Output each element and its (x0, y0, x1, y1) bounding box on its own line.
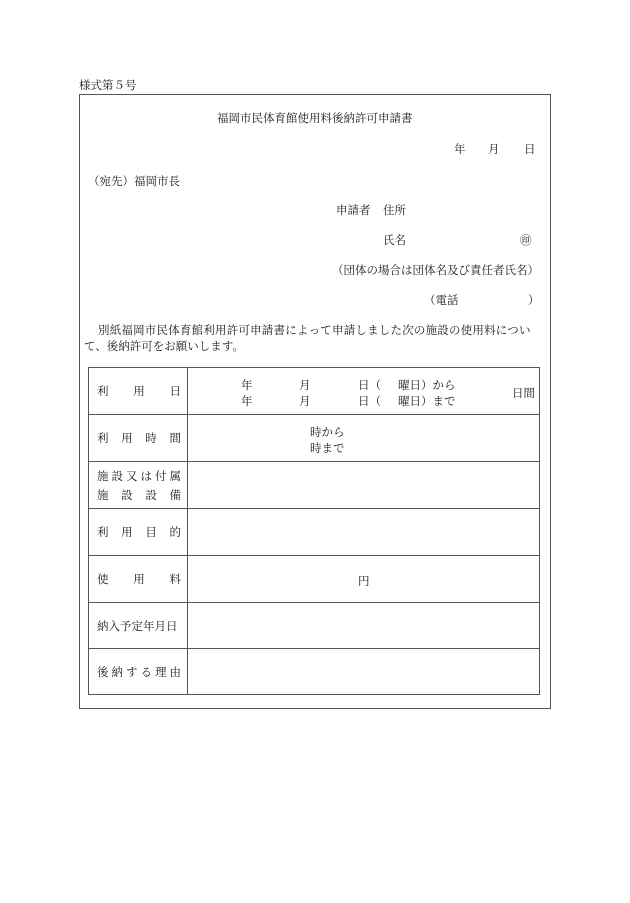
date-month: 月 (488, 142, 500, 156)
label-char: 用 (133, 572, 145, 586)
phone-close: ） (528, 293, 540, 307)
label-char: 用 (133, 384, 145, 398)
body-text-line2: て、後納許可をお願いします。 (84, 339, 244, 353)
days-count: 日間 (512, 386, 535, 400)
body-text-line1: 別紙福岡市民体育館利用許可申請書によって申請しました次の施設の使用料につい (98, 323, 531, 337)
label-char: 間 (169, 431, 181, 445)
value-facility[interactable] (188, 462, 540, 509)
application-table (88, 367, 540, 695)
from-year: 年 (241, 378, 253, 392)
row-usage-time (89, 415, 540, 462)
row-usage-date (89, 368, 540, 415)
phone-open: （電話 (424, 293, 459, 307)
label-char: 施 (97, 468, 109, 483)
value-usage-date[interactable] (188, 368, 540, 415)
fee-unit: 円 (358, 574, 370, 588)
value-reason[interactable] (188, 649, 540, 695)
from-day: 日（ (358, 378, 381, 392)
value-purpose[interactable] (188, 509, 540, 556)
seal-mark: ㊞ (520, 233, 532, 247)
value-payment-date[interactable] (188, 603, 540, 649)
label-char: 的 (169, 525, 181, 539)
date-year: 年 (454, 142, 466, 156)
label-char: 日 (169, 384, 181, 398)
label-purpose (89, 509, 188, 556)
row-fee (89, 556, 540, 603)
to-year: 年 (241, 394, 253, 408)
label-char: は (140, 468, 152, 483)
label-char: 施 (97, 487, 109, 502)
label-text: 納入予定年月日 (97, 618, 178, 633)
address-label: 住所 (383, 203, 406, 217)
label-char: 由 (169, 664, 181, 679)
label-char: 利 (97, 384, 109, 398)
label-usage-date (89, 368, 188, 415)
label-char: 用 (121, 525, 133, 539)
label-char: 備 (169, 487, 181, 502)
label-fee (89, 556, 188, 603)
value-usage-time[interactable] (188, 415, 540, 462)
label-char: 又 (126, 468, 138, 483)
label-char: 後 (97, 664, 109, 679)
to-day: 日（ (358, 394, 381, 408)
label-char: る (140, 664, 152, 679)
row-facility (89, 462, 540, 509)
time-to: 時まで (310, 441, 345, 455)
time-from: 時から (310, 425, 345, 439)
label-payment-date (89, 603, 188, 649)
label-char: 利 (97, 431, 109, 445)
from-weekday: 曜日）から (398, 378, 456, 392)
row-reason (89, 649, 540, 695)
form-number: 様式第５号 (79, 78, 137, 92)
document-title: 福岡市民体育館使用料後納許可申請書 (217, 111, 413, 125)
label-char: 属 (169, 468, 181, 483)
row-payment-date (89, 603, 540, 649)
label-usage-time (89, 415, 188, 462)
to-weekday: 曜日）まで (398, 394, 456, 408)
from-month: 月 (299, 378, 311, 392)
name-label: 氏名 (383, 233, 406, 247)
value-fee[interactable] (188, 556, 540, 603)
label-reason (89, 649, 188, 695)
label-char: 付 (155, 468, 167, 483)
label-char: 時 (145, 431, 157, 445)
applicant-label: 申請者 (336, 203, 371, 217)
to-month: 月 (299, 394, 311, 408)
label-char: 設 (121, 487, 133, 502)
label-char: 利 (97, 525, 109, 539)
label-char: 使 (97, 572, 109, 586)
addressee: （宛先）福岡市長 (88, 174, 180, 188)
group-note: （団体の場合は団体名及び責任者氏名） (332, 263, 539, 277)
label-char: 理 (155, 664, 167, 679)
row-purpose (89, 509, 540, 556)
label-char: 料 (169, 572, 181, 586)
label-facility (89, 462, 188, 509)
label-char: 設 (145, 487, 157, 502)
label-char: 設 (111, 468, 123, 483)
label-char: 目 (145, 525, 157, 539)
date-day: 日 (524, 142, 536, 156)
label-char: 用 (121, 431, 133, 445)
label-char: す (126, 664, 138, 679)
label-char: 納 (111, 664, 123, 679)
